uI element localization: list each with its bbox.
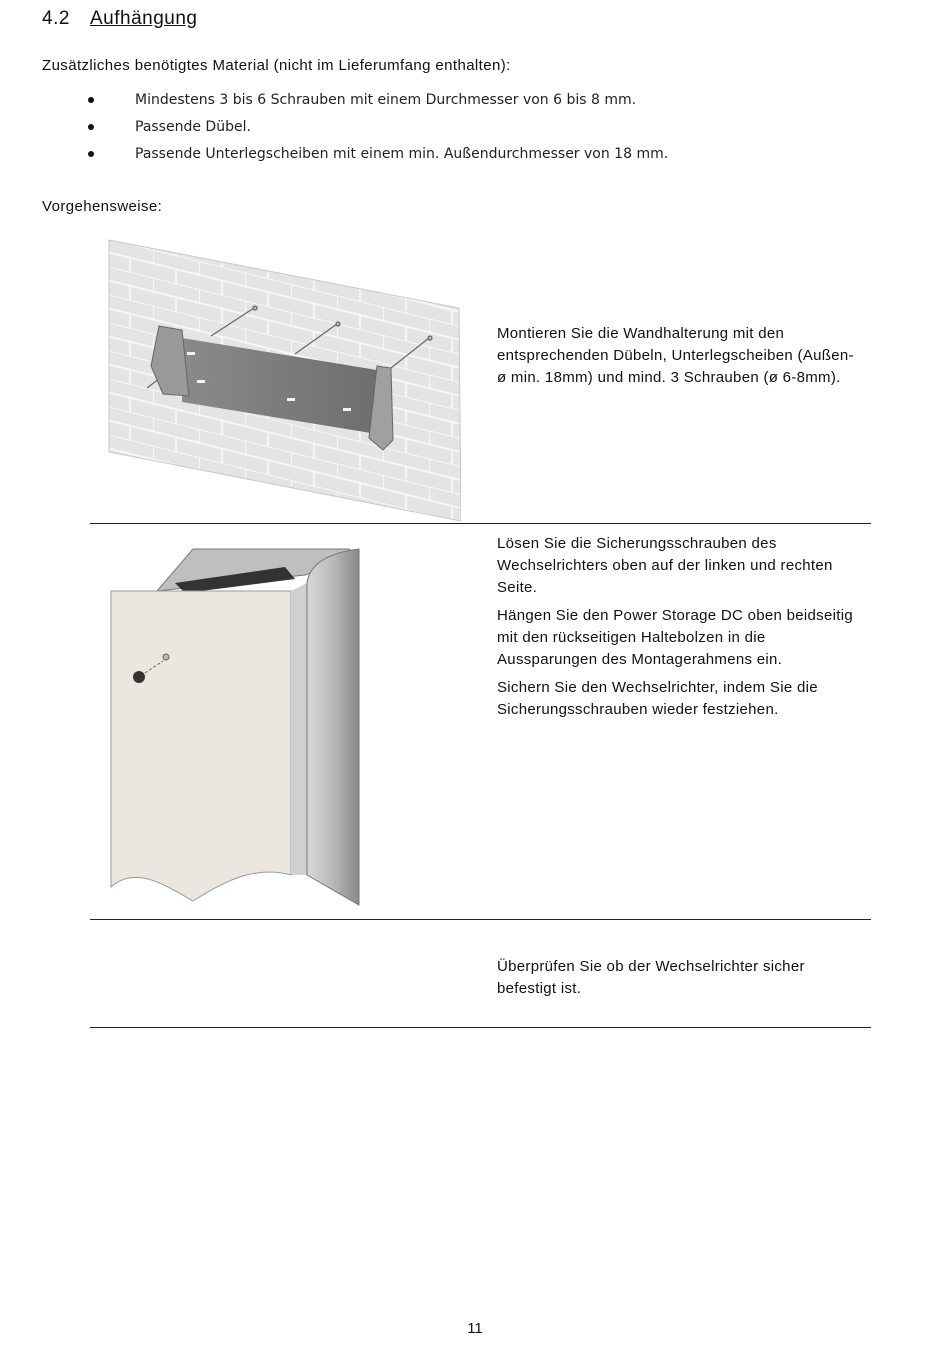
step-1-text: Montieren Sie die Wandhalterung mit den entsprechenden Dübeln, Unterlegscheiben (Außen- ø min. 18mm) und mind. 3 Schrauben (ø 6-8mm). xyxy=(497,325,854,386)
section-heading xyxy=(42,8,198,30)
bullet-icon xyxy=(88,151,94,157)
section-number: 4.2 xyxy=(42,8,70,29)
page-number: 11 xyxy=(467,1320,483,1337)
procedure-label: Vorgehensweise: xyxy=(42,198,163,215)
materials-intro: Zusätzliches benötigtes Material (nicht im Lieferumfang enthalten): xyxy=(42,57,511,74)
divider xyxy=(90,523,871,524)
inverter-illustration xyxy=(105,545,367,907)
section-title: Aufhängung xyxy=(90,8,198,29)
list-item: Passende Dübel. xyxy=(0,117,668,144)
wall-bracket-illustration xyxy=(107,238,461,522)
step-3-text: Überprüfen Sie ob der Wechselrichter sicher befestigt ist. xyxy=(497,958,805,997)
divider xyxy=(90,1027,871,1028)
divider xyxy=(90,919,871,920)
list-item: Mindestens 3 bis 6 Schrauben mit einem Durchmesser von 6 bis 8 mm. xyxy=(0,90,668,117)
step-2-text: Lösen Sie die Sicherungsschrauben des Wechselrichters oben auf der linken und rechten Seite. Hängen Sie den Power Storage DC oben beidseitig mit den rückseitigen Haltebolzen in die Aussparungen des Montagerahmens ein. Sichern Sie den Wechselrichter, indem Sie die Sicherungsschrauben wieder festziehen. xyxy=(497,535,853,718)
bullet-icon xyxy=(88,97,94,103)
bullet-icon xyxy=(88,124,94,130)
materials-list xyxy=(0,90,668,171)
list-item: Passende Unterlegscheiben mit einem min. Außendurchmesser von 18 mm. xyxy=(0,144,668,171)
